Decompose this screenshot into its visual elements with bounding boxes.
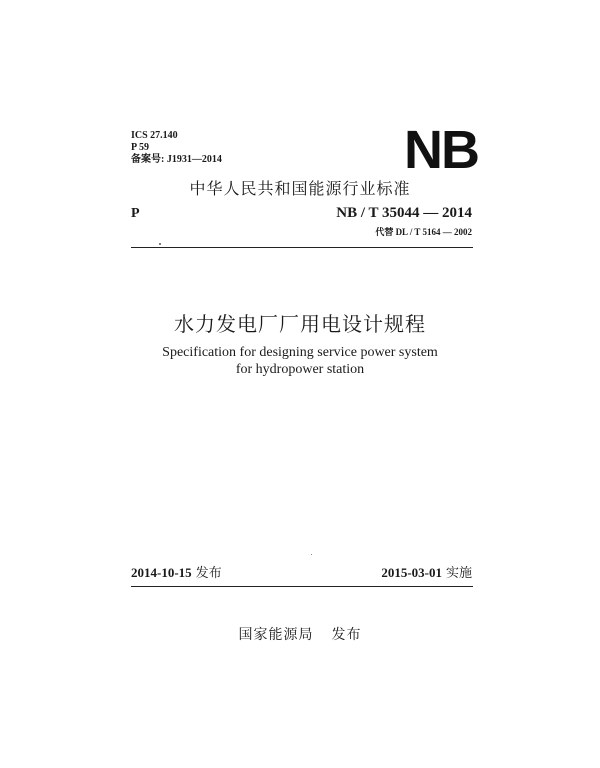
publisher-name: 国家能源局 <box>238 627 314 643</box>
effective-date <box>381 562 472 581</box>
ics-code: ICS 27.140 <box>131 130 178 141</box>
title-chinese: 水力发电厂厂用电设计规程 <box>174 312 426 336</box>
classification-mark: P <box>131 206 140 221</box>
bottom-divider <box>131 586 473 587</box>
effective-date-label: 实施 <box>445 566 472 581</box>
p-code: P 59 <box>131 142 150 153</box>
publisher-line <box>0 624 600 644</box>
issue-date-label: 发布 <box>195 566 222 581</box>
organization-title: 中华人民共和国能源行业标准 <box>189 179 411 198</box>
issue-date <box>131 562 222 581</box>
nb-logo: NB <box>404 120 478 180</box>
standard-number: NB / T 35044 — 2014 <box>336 205 472 221</box>
issue-date-value: 2014-10-15 <box>131 565 192 580</box>
effective-date-value: 2015-03-01 <box>381 565 442 580</box>
publisher-action: 发布 <box>331 627 362 643</box>
filing-number: 备案号: J1931—2014 <box>131 154 222 165</box>
scan-speck <box>311 554 312 555</box>
title-english-line-2: for hydropower station <box>235 362 365 377</box>
top-divider <box>131 247 473 248</box>
scan-speck <box>159 243 161 245</box>
title-english-line-1: Specification for designing service power system <box>162 345 438 360</box>
replaces-standard: 代替 DL / T 5164 — 2002 <box>375 227 472 237</box>
